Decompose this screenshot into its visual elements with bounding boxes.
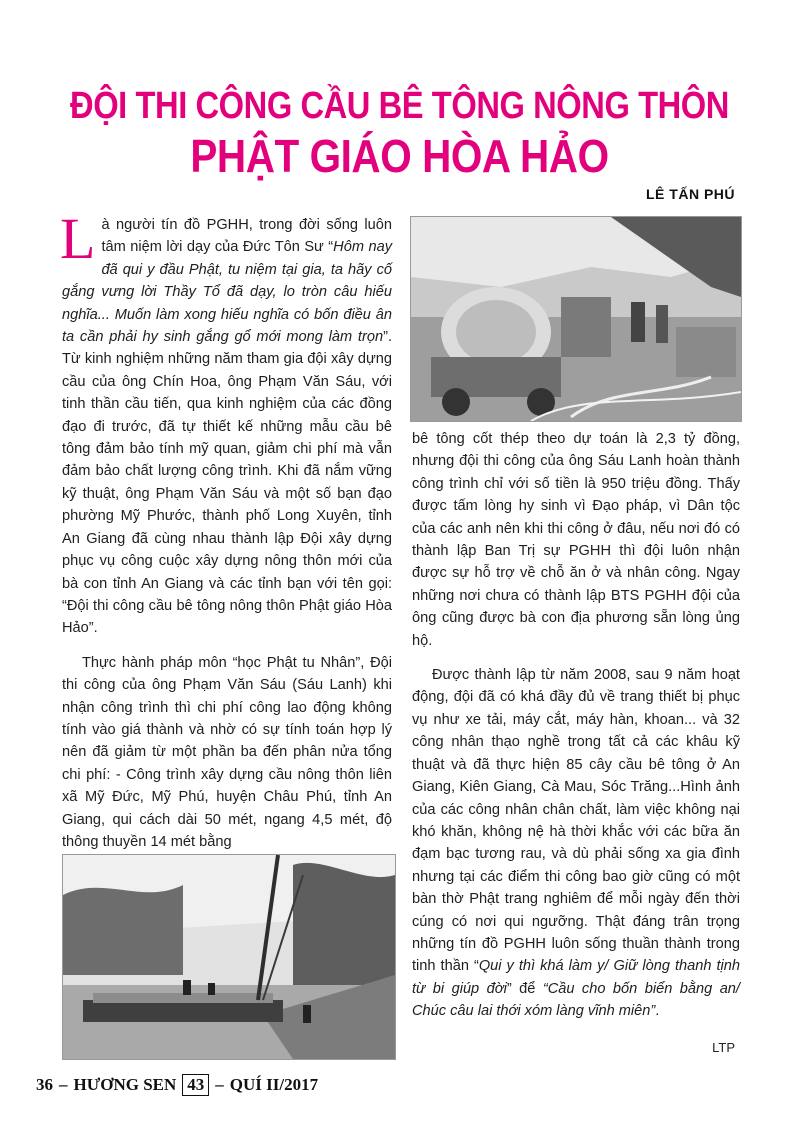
issue-number: 43 bbox=[182, 1074, 209, 1096]
photo-work-camp-image bbox=[411, 217, 741, 421]
article-title-line1: ĐỘI THI CÔNG CẦU BÊ TÔNG NÔNG THÔN bbox=[70, 85, 729, 127]
paragraph-intro bbox=[60, 206, 392, 640]
issue-period: QUÍ II/2017 bbox=[229, 1075, 319, 1094]
photo-work-camp bbox=[410, 216, 742, 422]
history-quote-1: Qui y thì khá làm y/ Giữ lòng thanh tịnh từ bi giúp đời bbox=[412, 958, 740, 997]
page-number: 36 bbox=[36, 1075, 53, 1094]
intro-text-start: à người tín đồ PGHH, trong đời sống luôn tâm niệm lời dạy của Đức Tôn Sư “ bbox=[101, 217, 392, 256]
photo-river-barge bbox=[62, 854, 396, 1060]
intro-text-rest: ”. Từ kinh nghiệm những năm tham gia đội xây dựng cầu của ông Chín Hoa, ông Phạm Văn Sáu, với tinh thần cầu tiến, qua kinh nghiệm của các đồng đạo đi trước, đã tự thiết kế những mẫu cầu bê tông đảm bảo tính mỹ quan, giảm chi phí mà vẫn đảm bảo chất lượng công trình. Khi đã nắm vững kỹ thuật, ông Phạm Văn Sáu và một số bạn đạo phường Mỹ Phước, thành phố Long Xuyên, tỉnh An Giang đã cùng nhau thành lập Đội xây dựng phục vụ công cuộc xây dựng nông thôn mới của bà con tỉnh An Giang và các tỉnh bạn với tên gọi: “Đội thi công cầu bê tông nông thôn Phật giáo Hòa Hảo”. bbox=[62, 329, 392, 637]
paragraph-budget: bê tông cốt thép theo dự toán là 2,3 tỷ đồng, nhưng đội thi công của ông Sáu Lanh hoàn thành công trình chỉ với số tiền là 950 triệu đồng. Thấy được tấm lòng hy sinh vì Đạo pháp, vì Dân tộc của các anh nên khi thi công ở đâu, nếu nơi đó có thành lập Ban Trị sự PGHH thì đội luôn nhận được sự hỗ trợ về chỗ ăn ở và nhân công. Ngay những nơi chưa có thành lập BTS PGHH đội của ông cũng được bà con địa phương sẵn lòng ủng hộ. bbox=[412, 431, 740, 649]
left-column bbox=[60, 206, 392, 865]
author-signature: LTP bbox=[712, 1040, 735, 1055]
paragraph-practice: Thực hành pháp môn “học Phật tu Nhân”, Đội thi công của ông Phạm Văn Sáu (Sáu Lanh) khi nhận công trình thì chi phí công lao động không tính vào giá thành và nhờ có sự tính toán hợp lý nên đã giảm từ một phần ba đến phân nửa tổng chi phí: - Công trình xây dựng cầu nông thôn liên xã Mỹ Đức, Mỹ Phú, huyện Châu Phú, tỉnh An Giang, qui cách dài 50 mét, ngang 4,5 mét, độ thông thuyền 14 mét bằng bbox=[62, 654, 392, 850]
footer-separator: – bbox=[59, 1075, 68, 1094]
article-title-line2: PHẬT GIÁO HÒA HẢO bbox=[190, 130, 609, 182]
drop-cap: L bbox=[60, 206, 96, 271]
right-column bbox=[412, 428, 740, 1035]
magazine-name: HƯƠNG SEN bbox=[73, 1075, 177, 1094]
history-text: Được thành lập từ năm 2008, sau 9 năm hoạt động, đội đã có khá đầy đủ về trang thiết bị phục vụ như xe tải, máy cắt, máy hàn, khoan... và 32 công nhân thạo nghề trong tất cả các khâu kỹ thuật và đã thực hiện 85 cây cầu bê tông ở An Giang, Kiên Giang, Cà Mau, Sóc Trăng...Hình ảnh của các công nhân chân chất, làm việc không nại khó khăn, không nệ hà thời khắc với các bữa ăn đạm bạc tương rau, và dù phải sống xa gia đình nhưng tại các điểm thi công bao giờ cũng có một bàn thờ Phật trang nghiêm để mỗi ngày đến thời cúng có nơi qui ngưỡng. Thật đáng trân trọng những tín đồ PGHH luôn sống thuần thành trong tinh thần “ bbox=[412, 667, 740, 975]
footer-separator: – bbox=[215, 1075, 224, 1094]
history-quote-2: “Cầu cho bốn biển bằng an/ Chúc câu lai thới xóm làng vĩnh miên” bbox=[412, 980, 740, 1020]
author-byline: LÊ TẤN PHÚ bbox=[646, 186, 735, 202]
page-footer bbox=[36, 1074, 318, 1096]
intro-quote: Hôm nay đã qui y đầu Phật, tu niệm tại gia, ta hãy cố gắng vưng lời Thầy Tổ đã dạy, lo tròn câu hiếu nghĩa... Muốn làm xong hiếu nghĩa có bốn điều ân ta cần phải hy sinh gắng gổ mới mong làm trọn bbox=[62, 239, 392, 346]
paragraph-history bbox=[412, 664, 740, 1023]
history-text-end: . bbox=[655, 1003, 660, 1020]
photo-river-barge-image bbox=[63, 855, 395, 1059]
history-text-mid: ” để bbox=[506, 980, 543, 997]
